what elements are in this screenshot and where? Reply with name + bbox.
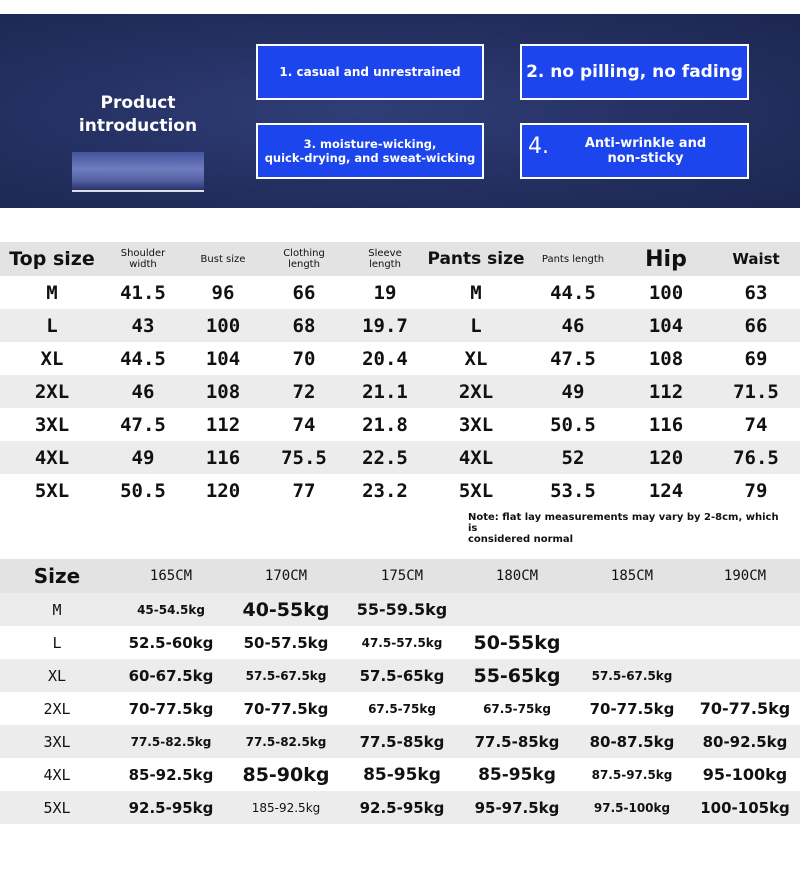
cell: 80-87.5kg bbox=[574, 725, 690, 758]
cell: 74 bbox=[712, 408, 800, 441]
table-row bbox=[0, 659, 800, 692]
cell: 67.5-75kg bbox=[460, 692, 574, 725]
cell: 22.5 bbox=[344, 441, 426, 474]
cell: 3XL bbox=[426, 408, 526, 441]
cell: 72 bbox=[264, 375, 344, 408]
cell: XL bbox=[0, 342, 104, 375]
cell: 2XL bbox=[426, 375, 526, 408]
feature-box-1 bbox=[256, 44, 484, 100]
header-height: 185CM bbox=[574, 559, 690, 593]
cell: 69 bbox=[712, 342, 800, 375]
cell: 70 bbox=[264, 342, 344, 375]
cell: 46 bbox=[104, 375, 182, 408]
cell: 95-97.5kg bbox=[460, 791, 574, 824]
cell: 120 bbox=[620, 441, 712, 474]
header-height: 190CM bbox=[690, 559, 800, 593]
cell: 85-90kg bbox=[228, 758, 344, 791]
cell: 52.5-60kg bbox=[114, 626, 228, 659]
header-shoulder-width: Shoulder width bbox=[104, 242, 182, 276]
cell: M bbox=[0, 276, 104, 309]
cell: 55-65kg bbox=[460, 659, 574, 692]
cell: 53.5 bbox=[526, 474, 620, 507]
cell: 74 bbox=[264, 408, 344, 441]
cell: L bbox=[426, 309, 526, 342]
feature-4-number: 4. bbox=[528, 134, 549, 159]
table-row bbox=[0, 474, 800, 507]
cell: 57.5-67.5kg bbox=[228, 659, 344, 692]
header-height: 180CM bbox=[460, 559, 574, 593]
header-bust-size: Bust size bbox=[182, 242, 264, 276]
cell: 50-55kg bbox=[460, 626, 574, 659]
cell: 3XL bbox=[0, 408, 104, 441]
cell bbox=[690, 593, 800, 626]
cell: 19.7 bbox=[344, 309, 426, 342]
cell: L bbox=[0, 309, 104, 342]
table-row bbox=[0, 309, 800, 342]
cell: 97.5-100kg bbox=[574, 791, 690, 824]
cell: 95-100kg bbox=[690, 758, 800, 791]
note-line2: considered normal bbox=[468, 534, 574, 545]
cell: 70-77.5kg bbox=[114, 692, 228, 725]
cell: 66 bbox=[712, 309, 800, 342]
cell: 116 bbox=[620, 408, 712, 441]
cell: 77.5-82.5kg bbox=[114, 725, 228, 758]
cell: 44.5 bbox=[526, 276, 620, 309]
cell: 55-59.5kg bbox=[344, 593, 460, 626]
size-table-header bbox=[0, 242, 800, 276]
cell: 77.5-85kg bbox=[344, 725, 460, 758]
cell: XL bbox=[0, 659, 114, 692]
cell: 85-95kg bbox=[460, 758, 574, 791]
cell: 46 bbox=[526, 309, 620, 342]
cell: 49 bbox=[526, 375, 620, 408]
cell: 52 bbox=[526, 441, 620, 474]
header-waist: Waist bbox=[712, 242, 800, 276]
table-row bbox=[0, 725, 800, 758]
cell: 71.5 bbox=[712, 375, 800, 408]
cell: M bbox=[426, 276, 526, 309]
cell: 57.5-65kg bbox=[344, 659, 460, 692]
cell: 5XL bbox=[0, 474, 104, 507]
size-measurement-table bbox=[0, 242, 800, 507]
cell: 23.2 bbox=[344, 474, 426, 507]
cell: 112 bbox=[182, 408, 264, 441]
cell: 75.5 bbox=[264, 441, 344, 474]
cell: 76.5 bbox=[712, 441, 800, 474]
cell: 4XL bbox=[0, 441, 104, 474]
cell bbox=[574, 593, 690, 626]
cell: 100 bbox=[620, 276, 712, 309]
cell: 41.5 bbox=[104, 276, 182, 309]
cell: 66 bbox=[264, 276, 344, 309]
cell: 47.5-57.5kg bbox=[344, 626, 460, 659]
table-row bbox=[0, 276, 800, 309]
header-clothing-length: Clothing length bbox=[264, 242, 344, 276]
cell: 70-77.5kg bbox=[228, 692, 344, 725]
table-row bbox=[0, 441, 800, 474]
header-pants-size: Pants size bbox=[426, 242, 526, 276]
cell: 70-77.5kg bbox=[574, 692, 690, 725]
cell: 47.5 bbox=[526, 342, 620, 375]
header-hip: Hip bbox=[620, 242, 712, 276]
cell: 67.5-75kg bbox=[344, 692, 460, 725]
feature-4-line2: non-sticky bbox=[607, 151, 684, 166]
cell: 104 bbox=[182, 342, 264, 375]
cell: 80-92.5kg bbox=[690, 725, 800, 758]
header-sleeve-length: Sleeve length bbox=[344, 242, 426, 276]
cell: 100 bbox=[182, 309, 264, 342]
note-line1: Note: flat lay measurements may vary by 2-8cm, which is bbox=[468, 512, 779, 534]
header-top-size: Top size bbox=[0, 242, 104, 276]
cell: 2XL bbox=[0, 375, 104, 408]
table-row bbox=[0, 593, 800, 626]
cell bbox=[690, 626, 800, 659]
cell: 185-92.5kg bbox=[228, 791, 344, 824]
feature-box-4 bbox=[520, 123, 749, 179]
header-pants-length: Pants length bbox=[526, 242, 620, 276]
cell: 116 bbox=[182, 441, 264, 474]
cell: M bbox=[0, 593, 114, 626]
cell: 5XL bbox=[426, 474, 526, 507]
cell: 68 bbox=[264, 309, 344, 342]
cell: 92.5-95kg bbox=[344, 791, 460, 824]
cell: 5XL bbox=[0, 791, 114, 824]
header-size: Size bbox=[0, 559, 114, 593]
header-height: 170CM bbox=[228, 559, 344, 593]
cell: 87.5-97.5kg bbox=[574, 758, 690, 791]
feature-box-3 bbox=[256, 123, 484, 179]
cell: 79 bbox=[712, 474, 800, 507]
feature-2-text: 2. no pilling, no fading bbox=[526, 62, 743, 82]
table-row bbox=[0, 758, 800, 791]
cell: 49 bbox=[104, 441, 182, 474]
cell: 124 bbox=[620, 474, 712, 507]
cell: 50.5 bbox=[104, 474, 182, 507]
feature-box-2 bbox=[520, 44, 749, 100]
cell: 45-54.5kg bbox=[114, 593, 228, 626]
intro-title-line2: introduction bbox=[78, 116, 198, 136]
table-row bbox=[0, 791, 800, 824]
table-row bbox=[0, 692, 800, 725]
cell: L bbox=[0, 626, 114, 659]
weight-table-header bbox=[0, 559, 800, 593]
feature-4-line1: Anti-wrinkle and bbox=[584, 136, 707, 151]
cell: 47.5 bbox=[104, 408, 182, 441]
cell: 120 bbox=[182, 474, 264, 507]
cell: 77 bbox=[264, 474, 344, 507]
cell: 4XL bbox=[0, 758, 114, 791]
cell bbox=[460, 593, 574, 626]
cell: 57.5-67.5kg bbox=[574, 659, 690, 692]
feature-3-line1: 3. moisture-wicking, bbox=[303, 137, 437, 151]
cell bbox=[690, 659, 800, 692]
feature-1-text: 1. casual and unrestrained bbox=[279, 65, 461, 79]
cell: XL bbox=[426, 342, 526, 375]
cell: 50.5 bbox=[526, 408, 620, 441]
cell: 21.8 bbox=[344, 408, 426, 441]
cell: 63 bbox=[712, 276, 800, 309]
cell: 3XL bbox=[0, 725, 114, 758]
table-row bbox=[0, 375, 800, 408]
cell: 43 bbox=[104, 309, 182, 342]
cell: 108 bbox=[620, 342, 712, 375]
header-height: 175CM bbox=[344, 559, 460, 593]
cell: 77.5-85kg bbox=[460, 725, 574, 758]
cell: 50-57.5kg bbox=[228, 626, 344, 659]
cell: 2XL bbox=[0, 692, 114, 725]
cell: 104 bbox=[620, 309, 712, 342]
cell: 44.5 bbox=[104, 342, 182, 375]
feature-3-line2: quick-drying, and sweat-wicking bbox=[264, 151, 476, 165]
table-row bbox=[0, 626, 800, 659]
cell: 19 bbox=[344, 276, 426, 309]
cell bbox=[574, 626, 690, 659]
product-introduction-title bbox=[68, 92, 208, 138]
cell: 92.5-95kg bbox=[114, 791, 228, 824]
cell: 60-67.5kg bbox=[114, 659, 228, 692]
intro-decorative-glow bbox=[72, 152, 204, 192]
measurement-note bbox=[468, 512, 788, 545]
cell: 40-55kg bbox=[228, 593, 344, 626]
weight-recommendation-table bbox=[0, 559, 800, 824]
cell: 4XL bbox=[426, 441, 526, 474]
table-row bbox=[0, 342, 800, 375]
cell: 70-77.5kg bbox=[690, 692, 800, 725]
cell: 85-92.5kg bbox=[114, 758, 228, 791]
cell: 77.5-82.5kg bbox=[228, 725, 344, 758]
cell: 21.1 bbox=[344, 375, 426, 408]
cell: 20.4 bbox=[344, 342, 426, 375]
cell: 100-105kg bbox=[690, 791, 800, 824]
cell: 112 bbox=[620, 375, 712, 408]
cell: 85-95kg bbox=[344, 758, 460, 791]
table-row bbox=[0, 408, 800, 441]
header-height: 165CM bbox=[114, 559, 228, 593]
cell: 96 bbox=[182, 276, 264, 309]
intro-title-line1: Product bbox=[100, 93, 176, 113]
cell: 108 bbox=[182, 375, 264, 408]
